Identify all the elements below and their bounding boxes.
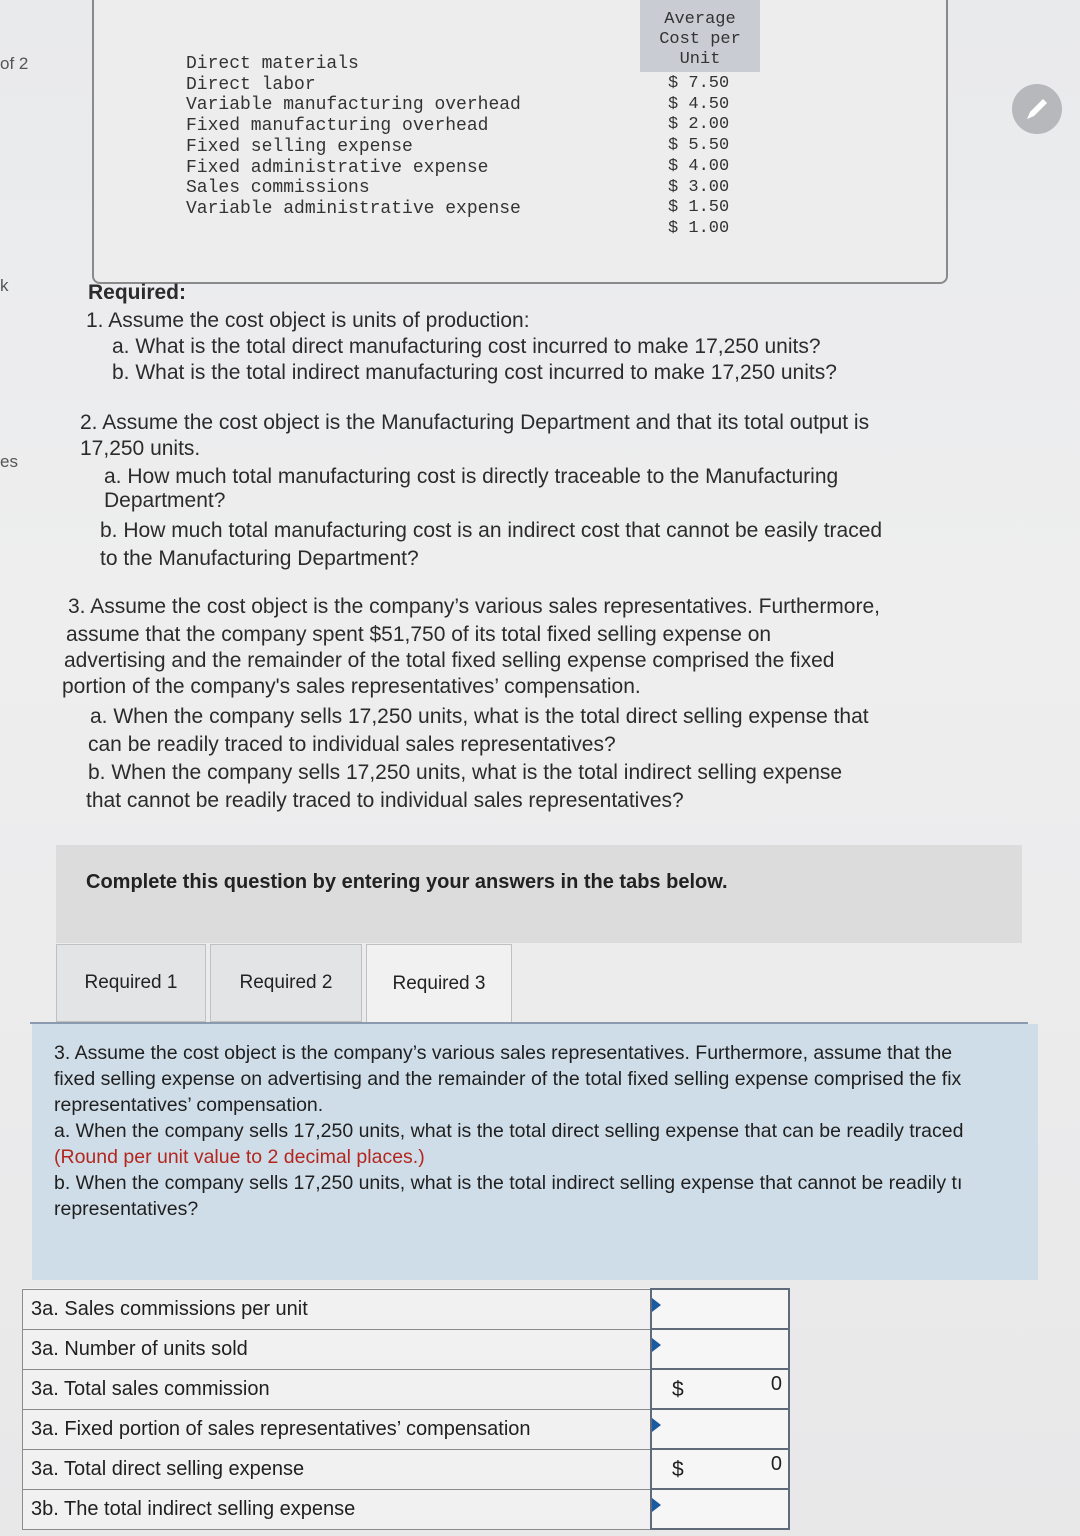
question-2a: a. How much total manufacturing cost is directly traceable to the Manufacturing <box>104 465 839 488</box>
row-label: 3a. Number of units sold <box>23 1329 652 1369</box>
table-row <box>23 1449 790 1489</box>
computed-value <box>651 1369 789 1409</box>
input-marker-icon <box>652 1498 661 1512</box>
currency-symbol: $ <box>672 1378 684 1401</box>
tab-required-3[interactable]: Required 3 <box>366 944 512 1022</box>
cost-label: Sales commissions <box>186 178 370 199</box>
question-3b: b. When the company sells 17,250 units, what is the total indirect selling expense <box>88 761 843 784</box>
cost-label: Fixed selling expense <box>186 136 413 157</box>
cost-value: $ 4.00 <box>668 156 730 176</box>
answer-input[interactable] <box>651 1409 789 1449</box>
answer-input[interactable] <box>651 1329 789 1369</box>
table-row <box>23 1489 790 1529</box>
cost-label: Fixed manufacturing overhead <box>186 116 489 137</box>
table-row <box>23 1409 790 1449</box>
cost-value: $ 4.50 <box>668 94 730 114</box>
sidebar-fragment: es <box>0 452 18 471</box>
cost-value: $ 1.00 <box>668 218 730 238</box>
cost-value: $ 7.50 <box>668 74 730 93</box>
row-label: 3a. Total direct selling expense <box>23 1449 652 1489</box>
instruction-bar <box>56 845 1022 943</box>
row-label: 3a. Fixed portion of sales representatives’ compensation <box>23 1409 652 1449</box>
cost-value: $ 2.00 <box>668 115 730 135</box>
cost-label: Direct materials <box>186 54 359 74</box>
cost-labels <box>186 54 521 220</box>
pencil-icon <box>1022 94 1052 124</box>
row-label: 3b. The total indirect selling expense <box>23 1489 652 1529</box>
question-1b: b. What is the total indirect manufacturing cost incurred to make 17,250 units? <box>112 361 837 384</box>
cost-label: Variable administrative expense <box>186 198 521 219</box>
value-text: 0 <box>770 1373 782 1395</box>
answer-table <box>22 1288 790 1530</box>
row-label: 3a. Sales commissions per unit <box>23 1289 652 1329</box>
cost-value: $ 5.50 <box>668 136 730 156</box>
cost-value: $ 3.00 <box>668 177 730 197</box>
page-indicator: of 2 <box>0 54 29 73</box>
question-3a: a. When the company sells 17,250 units, what is the total direct selling expense that <box>90 705 869 728</box>
question-1: 1. Assume the cost object is units of production: <box>86 309 530 332</box>
row-label: 3a. Total sales commission <box>23 1369 652 1409</box>
value-text: 0 <box>770 1453 782 1475</box>
table-row <box>23 1289 790 1329</box>
cost-label: Fixed administrative expense <box>186 157 489 178</box>
table-row <box>23 1369 790 1409</box>
sidebar-fragment: k <box>0 276 9 295</box>
cost-label: Direct labor <box>186 74 316 95</box>
edit-button[interactable] <box>1012 84 1062 134</box>
page: of 2 k es Average Cost per Unit Direct materials Direct labor Variable manufacturing overhead Fixed manufacturing overhead Fixed selling expense Fixed administrative expense Sales commissions Variable administrative expense $ 7.50 $ 4.50 $ 2.00 $ 5.50 $ 4.00 $ 3.00 $ 1.50 $ 1.00 Required: 1. Assume the cost object is units of production: a. What is the total direct manufacturing cost incurred to make 17,250 units? b. What is the total indirect manufacturing cost incurred to make 17,250 units? 2. Assume the cost object is the Manufacturing Department and that its total output is 17,250 units. a. How much total manufacturing cost is directly traceable to the Manufacturing Department? b. How much total manufacturing cost is an indirect cost that cannot be easily traced to the Manufacturing Department? 3. Assume the cost object is the company’s various sales representatives. Furthermore, assume that the company spent $51,750 of its total fixed selling expense on advertising and the remainder of the total fixed selling expense comprised the fixed portion of the company's sales representatives’ compensation. a. When the company sells 17,250 units, what is the total direct selling expense that can be readily traced to individual sales representatives? b. When the company sells 17,250 units, what is the total indirect selling expense that cannot be readily traced to individual sales representatives? Complete this question by entering your answers in the tabs below. Required 1 Required 2 Required 3 3. Assume the cost object is the company’s various sales representatives. Furthermore, assume that the fixed selling expense on advertising and the remainder of the total fixed selling expense comprised the fix representatives’ compensation. a. When the company sells 17,250 units, what is the total direct selling expense that can be readily traced (Round per unit value to 2 decimal places.) b. When the company sells 17,250 units, what is the total indirect selling expense that cannot be readily tı representatives? 3a. Sales commissions per unit 3a. Number of units sold 3a. Total sales commission $ 0 3a. Fixed portion of sales representatives’ compensation 3a. Total direct selling expense $ 0 3b. The total indirect selling expense <box>0 0 1080 1536</box>
input-marker-icon <box>652 1338 661 1352</box>
question-2: 2. Assume the cost object is the Manufacturing Department and that its total output is <box>80 411 870 434</box>
cost-value: $ 1.50 <box>668 198 730 218</box>
input-marker-icon <box>652 1418 661 1432</box>
cost-table-header: Average Cost per Unit <box>640 0 760 72</box>
input-marker-icon <box>652 1298 661 1312</box>
tab-required-2[interactable]: Required 2 <box>210 944 362 1022</box>
question-1a: a. What is the total direct manufacturing cost incurred to make 17,250 units? <box>112 335 821 358</box>
required-heading: Required: <box>88 281 187 304</box>
question-panel-text: 3. Assume the cost object is the company’s various sales representatives. Furthermore, assume that the fixed selling expense on advertising and the remainder of the total fixed selling expense comprised the fix representatives’ compensation. a. When the company sells 17,250 units, what is the total direct selling expense that can be readily traced (Round per unit value to 2 decimal places.) b. When the company sells 17,250 units, what is the total indirect selling expense that cannot be readily tı representatives? <box>54 1042 964 1220</box>
computed-value <box>651 1449 789 1489</box>
cost-label: Variable manufacturing overhead <box>186 95 521 116</box>
tab-required-1[interactable]: Required 1 <box>56 944 206 1022</box>
question-3: 3. Assume the cost object is the company’s various sales representatives. Furthermore, <box>68 595 880 618</box>
answer-input[interactable] <box>651 1289 789 1329</box>
question-2b: b. How much total manufacturing cost is an indirect cost that cannot be easily traced <box>100 519 883 542</box>
table-row <box>23 1329 790 1369</box>
instruction-text: Complete this question by entering your answers in the tabs below. <box>86 871 728 893</box>
rounding-note: (Round per unit value to 2 decimal places.) <box>54 1146 425 1168</box>
answer-input[interactable] <box>651 1489 789 1529</box>
cost-values <box>668 74 729 240</box>
currency-symbol: $ <box>672 1458 684 1481</box>
